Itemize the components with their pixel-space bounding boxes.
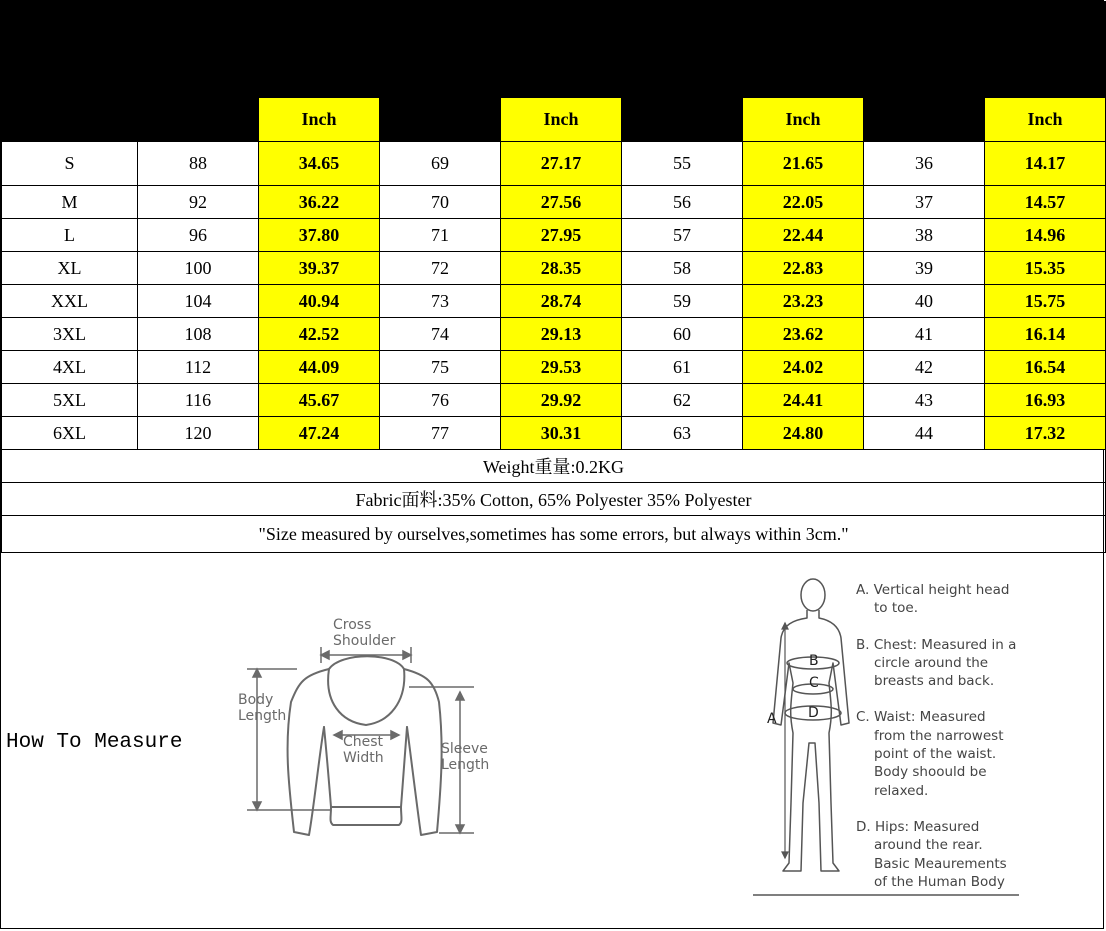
table-row	[2, 318, 1106, 351]
table-row	[2, 285, 1106, 318]
inch-value-cell: 37.80	[259, 219, 380, 252]
neckline-shape	[328, 656, 404, 725]
cm-value-cell: 55	[622, 142, 743, 186]
cm-value-cell: 73	[380, 285, 501, 318]
size-cell: 5XL	[2, 384, 138, 417]
size-cell: L	[2, 219, 138, 252]
cm-value-cell: 69	[380, 142, 501, 186]
cm-value-cell: 72	[380, 252, 501, 285]
cm-value-cell: 40	[864, 285, 985, 318]
unit-header: cm	[864, 98, 985, 142]
cm-value-cell: 96	[138, 219, 259, 252]
cm-value-cell: 58	[622, 252, 743, 285]
cm-value-cell: 74	[380, 318, 501, 351]
size-cell: XXL	[2, 285, 138, 318]
cm-value-cell: 116	[138, 384, 259, 417]
table-row	[2, 252, 1106, 285]
size-table	[1, 1, 1106, 553]
inch-value-cell: 34.65	[259, 142, 380, 186]
table-row	[2, 142, 1106, 186]
unit-header: Inch	[985, 98, 1106, 142]
cm-value-cell: 76	[380, 384, 501, 417]
cm-value-cell: 43	[864, 384, 985, 417]
how-to-measure-label: How To Measure	[6, 731, 183, 754]
inch-value-cell: 44.09	[259, 351, 380, 384]
unit-header: cm	[380, 98, 501, 142]
label-a: A	[767, 711, 777, 727]
table-row	[2, 351, 1106, 384]
size-cell: M	[2, 186, 138, 219]
weight-info: Weight重量:0.2KG	[2, 450, 1106, 483]
length-header: Length	[380, 54, 622, 98]
inch-value-cell: 14.17	[985, 142, 1106, 186]
inch-value-cell: 22.44	[743, 219, 864, 252]
inch-value-cell: 14.96	[985, 219, 1106, 252]
inch-value-cell: 27.17	[501, 142, 622, 186]
cm-value-cell: 60	[622, 318, 743, 351]
unit-header: Inch	[259, 98, 380, 142]
table-row	[2, 219, 1106, 252]
shoulder-header: Shoulder	[864, 54, 1106, 98]
inch-value-cell: 24.41	[743, 384, 864, 417]
sleeve-length-label: Length	[441, 757, 490, 773]
inch-value-cell: 23.23	[743, 285, 864, 318]
cm-value-cell: 104	[138, 285, 259, 318]
size-cell: 6XL	[2, 417, 138, 450]
chest-header: Chest	[138, 54, 380, 98]
cm-value-cell: 108	[138, 318, 259, 351]
cm-value-cell: 41	[864, 318, 985, 351]
table-row	[2, 417, 1106, 450]
label-d: D	[808, 705, 819, 721]
hem-shape	[331, 807, 402, 825]
unit-header: cm	[622, 98, 743, 142]
inch-value-cell: 40.94	[259, 285, 380, 318]
size-cell: XL	[2, 252, 138, 285]
inch-value-cell: 21.65	[743, 142, 864, 186]
size-cell: 4XL	[2, 351, 138, 384]
sweater-diagram	[229, 607, 499, 847]
size-cell: S	[2, 142, 138, 186]
size-header: Size	[2, 2, 138, 142]
unit-header: Inch	[743, 98, 864, 142]
inch-value-cell: 24.02	[743, 351, 864, 384]
sleeve-length-label: Sleeve	[441, 741, 488, 757]
inch-value-cell: 15.75	[985, 285, 1106, 318]
inch-value-cell: 47.24	[259, 417, 380, 450]
cm-value-cell: 92	[138, 186, 259, 219]
cm-value-cell: 63	[622, 417, 743, 450]
legend-d: D. Hips: Measured around the rear. Basic Meaurements of the Human Body	[856, 818, 1007, 890]
table-row	[2, 186, 1106, 219]
sleeve-header: Sleeve	[622, 54, 864, 98]
inch-value-cell: 16.14	[985, 318, 1106, 351]
label-c: C	[809, 675, 819, 691]
inch-value-cell: 16.54	[985, 351, 1106, 384]
cm-value-cell: 75	[380, 351, 501, 384]
cm-value-cell: 59	[622, 285, 743, 318]
head-shape	[801, 579, 825, 611]
cm-value-cell: 77	[380, 417, 501, 450]
legend-c: C. Waist: Measured from the narrowest point of the waist. Body shoould be relaxed.	[856, 709, 1004, 799]
cross-shoulder-label: Cross	[333, 617, 372, 633]
inch-value-cell: 42.52	[259, 318, 380, 351]
chest-width-label: Width	[343, 750, 384, 766]
chest-width-label: Chest	[343, 734, 384, 750]
inch-value-cell: 28.35	[501, 252, 622, 285]
table-row	[2, 384, 1106, 417]
measurement-header: Measurement	[138, 2, 1106, 54]
cm-value-cell: 88	[138, 142, 259, 186]
cm-value-cell: 38	[864, 219, 985, 252]
inch-value-cell: 39.37	[259, 252, 380, 285]
inch-value-cell: 24.80	[743, 417, 864, 450]
cm-value-cell: 36	[864, 142, 985, 186]
body-length-label: Body	[238, 692, 274, 708]
inch-value-cell: 16.93	[985, 384, 1106, 417]
inch-value-cell: 28.74	[501, 285, 622, 318]
cm-value-cell: 42	[864, 351, 985, 384]
inch-value-cell: 29.92	[501, 384, 622, 417]
cm-value-cell: 39	[864, 252, 985, 285]
cm-value-cell: 100	[138, 252, 259, 285]
inch-value-cell: 23.62	[743, 318, 864, 351]
inch-value-cell: 15.35	[985, 252, 1106, 285]
legend-b: B. Chest: Measured in a circle around the breasts and back.	[856, 636, 1017, 690]
cm-value-cell: 44	[864, 417, 985, 450]
inch-value-cell: 36.22	[259, 186, 380, 219]
inch-value-cell: 29.13	[501, 318, 622, 351]
inch-value-cell: 22.83	[743, 252, 864, 285]
cm-value-cell: 37	[864, 186, 985, 219]
inch-value-cell: 29.53	[501, 351, 622, 384]
unit-header: cm	[138, 98, 259, 142]
cm-value-cell: 71	[380, 219, 501, 252]
cm-value-cell: 112	[138, 351, 259, 384]
inch-value-cell: 45.67	[259, 384, 380, 417]
inch-value-cell: 27.95	[501, 219, 622, 252]
inch-value-cell: 22.05	[743, 186, 864, 219]
inch-value-cell: 14.57	[985, 186, 1106, 219]
cm-value-cell: 120	[138, 417, 259, 450]
inch-value-cell: 17.32	[985, 417, 1106, 450]
cm-value-cell: 62	[622, 384, 743, 417]
cm-value-cell: 57	[622, 219, 743, 252]
measurement-note: "Size measured by ourselves,sometimes has some errors, but always within 3cm."	[2, 516, 1106, 553]
measurement-legend	[856, 581, 1026, 909]
cm-value-cell: 56	[622, 186, 743, 219]
cm-value-cell: 70	[380, 186, 501, 219]
right-sleeve-shape	[404, 669, 442, 835]
label-b: B	[809, 653, 819, 669]
body-length-label: Length	[238, 708, 287, 724]
legend-a: A. Vertical height head to toe.	[856, 582, 1010, 617]
cm-value-cell: 61	[622, 351, 743, 384]
inch-value-cell: 27.56	[501, 186, 622, 219]
unit-header: Inch	[501, 98, 622, 142]
inch-value-cell: 30.31	[501, 417, 622, 450]
fabric-info: Fabric面料:35% Cotton, 65% Polyester 35% Polyester	[2, 483, 1106, 516]
size-cell: 3XL	[2, 318, 138, 351]
cross-shoulder-label: Shoulder	[333, 633, 396, 649]
